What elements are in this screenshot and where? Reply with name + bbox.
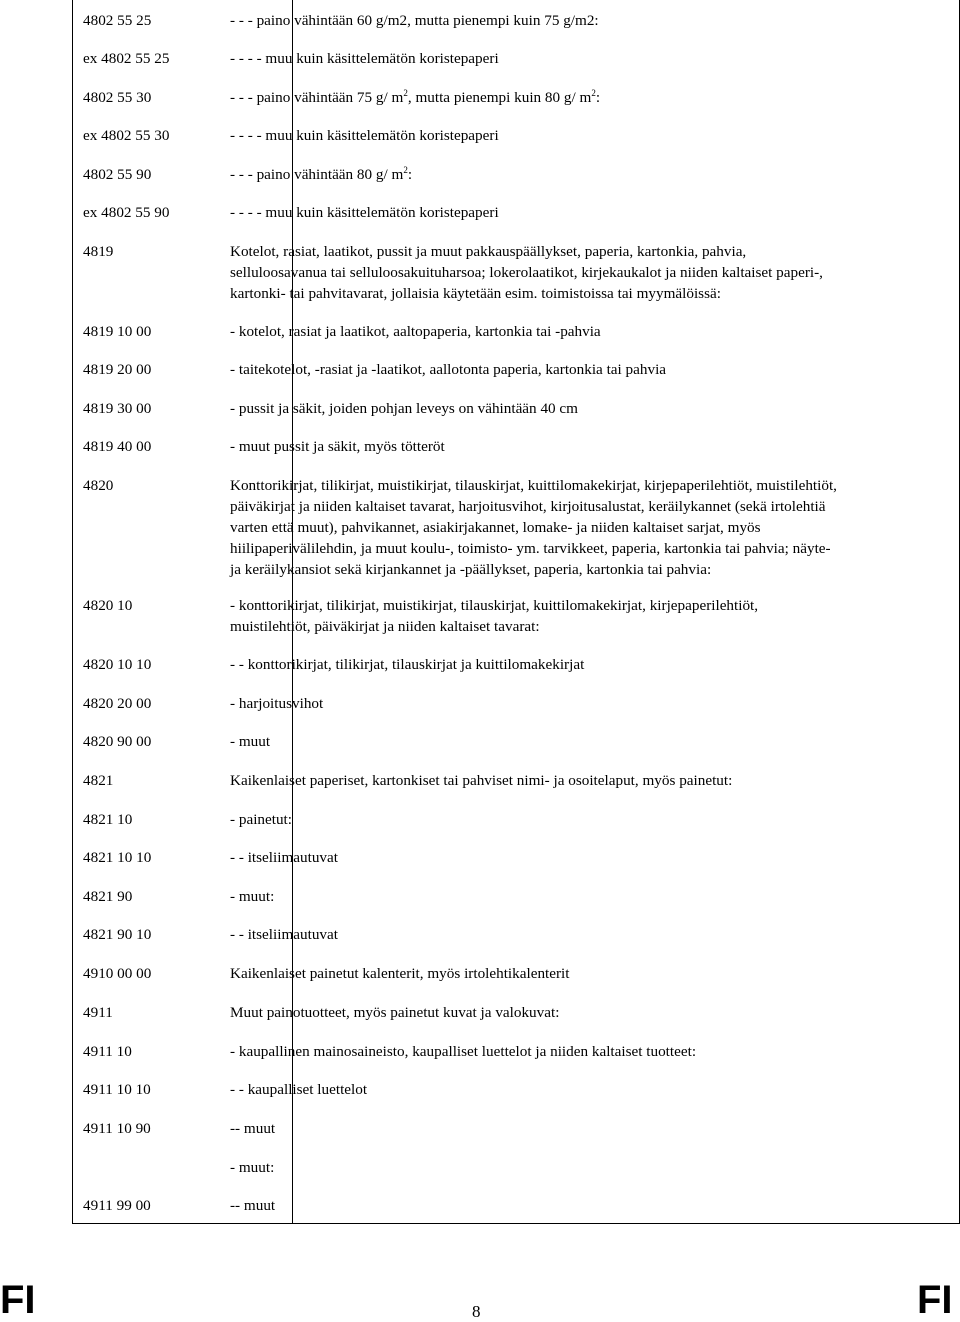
tariff-code: ex 4802 55 90 <box>83 204 170 221</box>
description-line: - muut: <box>230 1159 275 1176</box>
description-line: - - - paino vähintään 60 g/m2, mutta pienempi kuin 75 g/m2: <box>230 12 599 29</box>
description-line: -- muut <box>230 1197 276 1214</box>
description-line: - painetut: <box>230 811 292 828</box>
description-line: - - - - muu kuin käsittelemätön koristepaperi <box>230 50 499 67</box>
tariff-table <box>72 0 960 1224</box>
description-line: hiilipaperivälilehdin, ja muut koulu-, toimisto- ym. tarvikkeet, paperia, kartonkia tai pahvia; näyte- <box>230 540 831 557</box>
description-line: varten että muut), pahvikannet, asiakirjakannet, lomake- ja niiden kaltaiset sarjat, myös <box>230 519 761 536</box>
tariff-description <box>230 359 952 380</box>
tariff-code: 4802 55 90 <box>83 166 152 183</box>
tariff-code: 4819 30 00 <box>83 400 152 417</box>
tariff-code: 4911 10 90 <box>83 1120 151 1137</box>
tariff-description <box>230 321 952 342</box>
description-line: - - konttorikirjat, tilikirjat, tilauskirjat ja kuittilomakekirjat <box>230 656 585 673</box>
tariff-description <box>230 595 952 637</box>
tariff-description <box>230 1195 952 1216</box>
description-line: - harjoitusvihot <box>230 695 324 712</box>
tariff-code: 4802 55 30 <box>83 89 152 106</box>
tariff-code: 4911 10 <box>83 1043 132 1060</box>
description-line: Kotelot, rasiat, laatikot, pussit ja muut pakkauspäällykset, paperia, kartonkia, pahvia, <box>230 243 747 260</box>
tariff-code: 4802 55 25 <box>83 12 152 29</box>
tariff-code: 4820 20 00 <box>83 695 152 712</box>
tariff-code: 4821 10 10 <box>83 849 152 866</box>
description-line: Kaikenlaiset paperiset, kartonkiset tai pahviset nimi- ja osoitelaput, myös painetut: <box>230 772 733 789</box>
tariff-code: 4819 <box>83 243 114 260</box>
tariff-description <box>230 202 952 223</box>
tariff-code: ex 4802 55 30 <box>83 127 170 144</box>
tariff-code: 4821 <box>83 772 114 789</box>
tariff-description <box>230 10 952 31</box>
tariff-description <box>230 693 952 714</box>
description-line: - - - - muu kuin käsittelemätön koristepaperi <box>230 204 499 221</box>
tariff-code: 4820 90 00 <box>83 733 152 750</box>
description-line: Kaikenlaiset painetut kalenterit, myös irtolehtikalenterit <box>230 965 570 982</box>
tariff-description <box>230 48 952 69</box>
tariff-code: 4820 <box>83 477 114 494</box>
description-line: - konttorikirjat, tilikirjat, muistikirjat, tilauskirjat, kuittilomakekirjat, kirjepaperilehtiöt, <box>230 597 759 614</box>
description-line: - muut <box>230 733 271 750</box>
tariff-description <box>230 436 952 457</box>
description-line: kartonki- tai pahvitavarat, jollaisia käytetään esim. toimistoissa tai myymälöissä: <box>230 285 721 302</box>
description-line: Konttorikirjat, tilikirjat, muistikirjat, tilauskirjat, kuittilomakekirjat, kirjepaperilehtiöt, muistilehtiöt, <box>230 477 837 494</box>
tariff-description <box>230 1118 952 1139</box>
description-line: - - itseliimautuvat <box>230 849 338 866</box>
description-line: - kotelot, rasiat ja laatikot, aaltopaperia, kartonkia tai -pahvia <box>230 323 601 340</box>
tariff-code: 4821 90 10 <box>83 926 152 943</box>
tariff-code: 4911 99 00 <box>83 1197 151 1214</box>
tariff-code: 4821 90 <box>83 888 133 905</box>
tariff-description <box>230 924 952 945</box>
description-line: -- muut <box>230 1120 276 1137</box>
tariff-description <box>230 125 952 146</box>
description-line: - muut pussit ja säkit, myös tötteröt <box>230 438 445 455</box>
tariff-description <box>230 164 952 185</box>
tariff-code: 4820 10 <box>83 597 133 614</box>
description-line: ja keräilykansiot sekä kirjankannet ja -päällykset, paperia, kartonkia tai pahvia: <box>230 561 712 578</box>
description-line: päiväkirjat ja niiden kaltaiset tavarat, harjoitusvihot, kirjoitusalustat, keräilykannet (sekä irtolehtiä <box>230 498 826 515</box>
tariff-description <box>230 1157 952 1178</box>
description-line: - pussit ja säkit, joiden pohjan leveys on vähintään 40 cm <box>230 400 578 417</box>
footer-language-mark-left: FI <box>0 1278 36 1322</box>
tariff-description <box>230 241 952 304</box>
description-line: - kaupallinen mainosaineisto, kaupalliset luettelot ja niiden kaltaiset tuotteet: <box>230 1043 697 1060</box>
tariff-code: 4821 10 <box>83 811 133 828</box>
tariff-description <box>230 886 952 907</box>
description-line: muistilehtiöt, päiväkirjat ja niiden kaltaiset tavarat: <box>230 618 540 635</box>
tariff-code: 4819 40 00 <box>83 438 152 455</box>
tariff-description <box>230 654 952 675</box>
description-line: - - - - muu kuin käsittelemätön koristepaperi <box>230 127 499 144</box>
tariff-description <box>230 809 952 830</box>
tariff-code: 4910 00 00 <box>83 965 152 982</box>
tariff-description <box>230 963 952 984</box>
tariff-code: 4911 <box>83 1004 113 1021</box>
tariff-code: 4911 10 10 <box>83 1081 151 1098</box>
tariff-description <box>230 1041 952 1062</box>
tariff-code: 4820 10 10 <box>83 656 152 673</box>
description-line: - - - paino vähintään 80 g/ $m^2$: <box>230 164 413 183</box>
tariff-description <box>230 475 952 580</box>
tariff-description <box>230 87 952 108</box>
description-line: - muut: <box>230 888 275 905</box>
page-number: 8 <box>472 1302 481 1321</box>
tariff-description <box>230 1079 952 1100</box>
description-line: Muut painotuotteet, myös painetut kuvat ja valokuvat: <box>230 1004 560 1021</box>
tariff-description <box>230 731 952 752</box>
tariff-description <box>230 770 952 791</box>
tariff-description <box>230 847 952 868</box>
tariff-code: 4819 10 00 <box>83 323 152 340</box>
tariff-code: ex 4802 55 25 <box>83 50 170 67</box>
description-line: - - kaupalliset luettelot <box>230 1081 368 1098</box>
footer-language-mark-right: FI <box>917 1278 953 1322</box>
tariff-description <box>230 398 952 419</box>
description-line: - taitekotelot, -rasiat ja -laatikot, aallotonta paperia, kartonkia tai pahvia <box>230 361 667 378</box>
tariff-code: 4819 20 00 <box>83 361 152 378</box>
description-line: - - - paino vähintään 75 g/ $m^2$, mutta pienempi kuin 80 g/ $m^2$: <box>230 87 601 106</box>
tariff-description <box>230 1002 952 1023</box>
description-line: selluloosavanua tai selluloosakuituharsoa; lokerolaatikot, kirjekaukalot ja niiden kaltaiset paperi-, <box>230 264 823 281</box>
description-line: - - itseliimautuvat <box>230 926 338 943</box>
